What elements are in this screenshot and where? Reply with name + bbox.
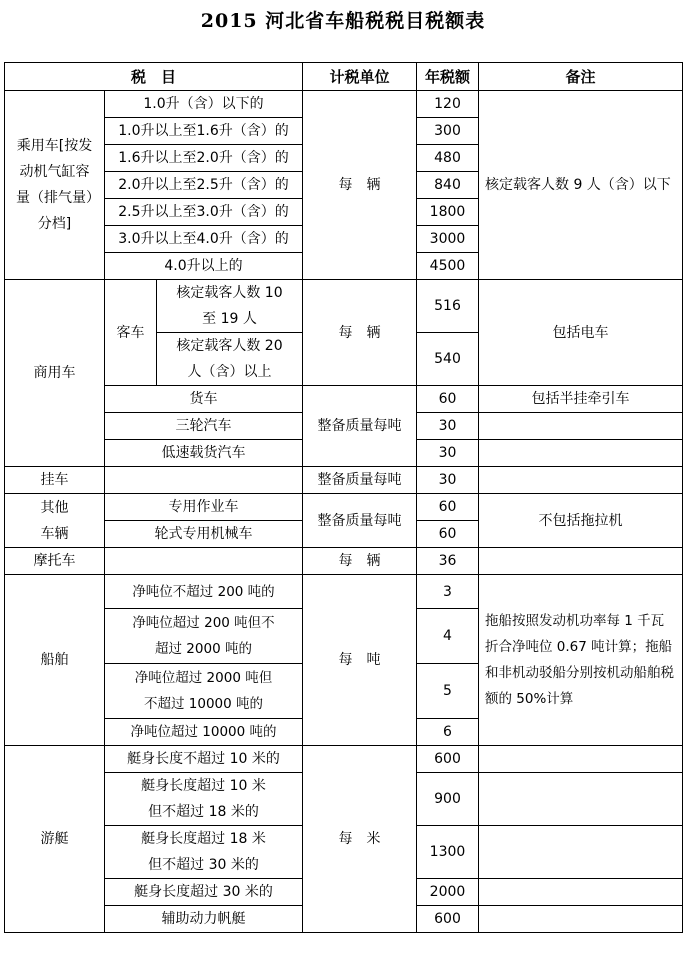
- item-cell: 轮式专用机械车: [105, 521, 303, 548]
- item-cell: 货车: [105, 386, 303, 413]
- unit-cell: 每 吨: [303, 575, 417, 746]
- item-cell: 1.6升以上至2.0升（含）的: [105, 145, 303, 172]
- item-cell: 三轮汽车: [105, 413, 303, 440]
- table-row: [5, 467, 683, 494]
- table-row: [5, 494, 683, 521]
- amount-cell: 2000: [417, 879, 479, 906]
- unit-cell: 每 辆: [303, 548, 417, 575]
- note-cell: [479, 548, 683, 575]
- item-cell: 1.0升以上至1.6升（含）的: [105, 118, 303, 145]
- header-amount: 年税额: [417, 63, 479, 91]
- table-row: [5, 91, 683, 118]
- amount-cell: 516: [417, 280, 479, 333]
- header-item: 税 目: [5, 63, 303, 91]
- amount-cell: 120: [417, 91, 479, 118]
- amount-cell: 36: [417, 548, 479, 575]
- item-cell: 艇身长度超过 18 米但不超过 30 米的: [105, 826, 303, 879]
- item-cell: [105, 467, 303, 494]
- item-cell: 艇身长度超过 30 米的: [105, 879, 303, 906]
- amount-cell: 5: [417, 664, 479, 719]
- table-row: [5, 746, 683, 773]
- item-cell: 核定载客人数 20 人（含）以上: [157, 333, 303, 386]
- unit-cell: 每 辆: [303, 280, 417, 386]
- item-cell: 艇身长度不超过 10 米的: [105, 746, 303, 773]
- amount-cell: 4: [417, 609, 479, 664]
- amount-cell: 3000: [417, 226, 479, 253]
- note-cell: 拖船按照发动机功率每 1 千瓦折合净吨位 0.67 吨计算；拖船和非机动驳船分别按机动船舶税额的 50%计算: [479, 575, 683, 746]
- amount-cell: 300: [417, 118, 479, 145]
- item-cell: 净吨位超过 2000 吨但不超过 10000 吨的: [105, 664, 303, 719]
- unit-cell: 整备质量每吨: [303, 386, 417, 467]
- item-cell: 净吨位不超过 200 吨的: [105, 575, 303, 609]
- item-cell: 艇身长度超过 10 米但不超过 18 米的: [105, 773, 303, 826]
- table-row: [5, 575, 683, 609]
- item-cell: 核定载客人数 10 至 19 人: [157, 280, 303, 333]
- note-cell: [479, 467, 683, 494]
- item-cell: 2.5升以上至3.0升（含）的: [105, 199, 303, 226]
- amount-cell: 900: [417, 773, 479, 826]
- category-ships: 船舶: [5, 575, 105, 746]
- amount-cell: 30: [417, 413, 479, 440]
- item-cell: 专用作业车: [105, 494, 303, 521]
- note-cell: 核定载客人数 9 人（含）以下: [479, 91, 683, 280]
- table-header-row: [5, 63, 683, 91]
- page-title: 2015 河北省车船税税目税额表: [200, 10, 486, 32]
- amount-cell: 30: [417, 467, 479, 494]
- note-cell: [479, 746, 683, 773]
- category-passenger: 乘用车[按发动机气缸容量（排气量）分档]: [5, 91, 105, 280]
- note-cell: 不包括拖拉机: [479, 494, 683, 548]
- header-unit: 计税单位: [303, 63, 417, 91]
- note-cell: [479, 773, 683, 826]
- table-row: [5, 548, 683, 575]
- item-cell: 辅助动力帆艇: [105, 906, 303, 933]
- amount-cell: 4500: [417, 253, 479, 280]
- category-commercial: 商用车: [5, 280, 105, 467]
- amount-cell: 840: [417, 172, 479, 199]
- table-row: [5, 280, 683, 333]
- subcategory-bus: 客车: [105, 280, 157, 386]
- item-cell: [105, 548, 303, 575]
- item-cell: 4.0升以上的: [105, 253, 303, 280]
- amount-cell: 60: [417, 494, 479, 521]
- item-cell: 2.0升以上至2.5升（含）的: [105, 172, 303, 199]
- unit-cell: 每 米: [303, 746, 417, 933]
- unit-cell: 整备质量每吨: [303, 467, 417, 494]
- amount-cell: 1300: [417, 826, 479, 879]
- amount-cell: 480: [417, 145, 479, 172]
- amount-cell: 600: [417, 906, 479, 933]
- amount-cell: 540: [417, 333, 479, 386]
- amount-cell: 600: [417, 746, 479, 773]
- category-yachts: 游艇: [5, 746, 105, 933]
- item-cell: 1.0升（含）以下的: [105, 91, 303, 118]
- amount-cell: 30: [417, 440, 479, 467]
- note-cell: [479, 440, 683, 467]
- category-other-vehicles: 其他车辆: [5, 494, 105, 548]
- category-trailer: 挂车: [5, 467, 105, 494]
- category-motorcycle: 摩托车: [5, 548, 105, 575]
- note-cell: [479, 826, 683, 879]
- tax-table: [4, 62, 683, 933]
- amount-cell: 6: [417, 719, 479, 746]
- note-cell: [479, 413, 683, 440]
- header-note: 备注: [479, 63, 683, 91]
- amount-cell: 60: [417, 521, 479, 548]
- note-cell: 包括半挂牵引车: [479, 386, 683, 413]
- unit-cell: 每 辆: [303, 91, 417, 280]
- note-cell: 包括电车: [479, 280, 683, 386]
- item-cell: 净吨位超过 10000 吨的: [105, 719, 303, 746]
- item-cell: 3.0升以上至4.0升（含）的: [105, 226, 303, 253]
- amount-cell: 60: [417, 386, 479, 413]
- note-cell: [479, 879, 683, 906]
- note-cell: [479, 906, 683, 933]
- item-cell: 低速载货汽车: [105, 440, 303, 467]
- amount-cell: 3: [417, 575, 479, 609]
- unit-cell: 整备质量每吨: [303, 494, 417, 548]
- item-cell: 净吨位超过 200 吨但不超过 2000 吨的: [105, 609, 303, 664]
- amount-cell: 1800: [417, 199, 479, 226]
- table-row: [5, 386, 683, 413]
